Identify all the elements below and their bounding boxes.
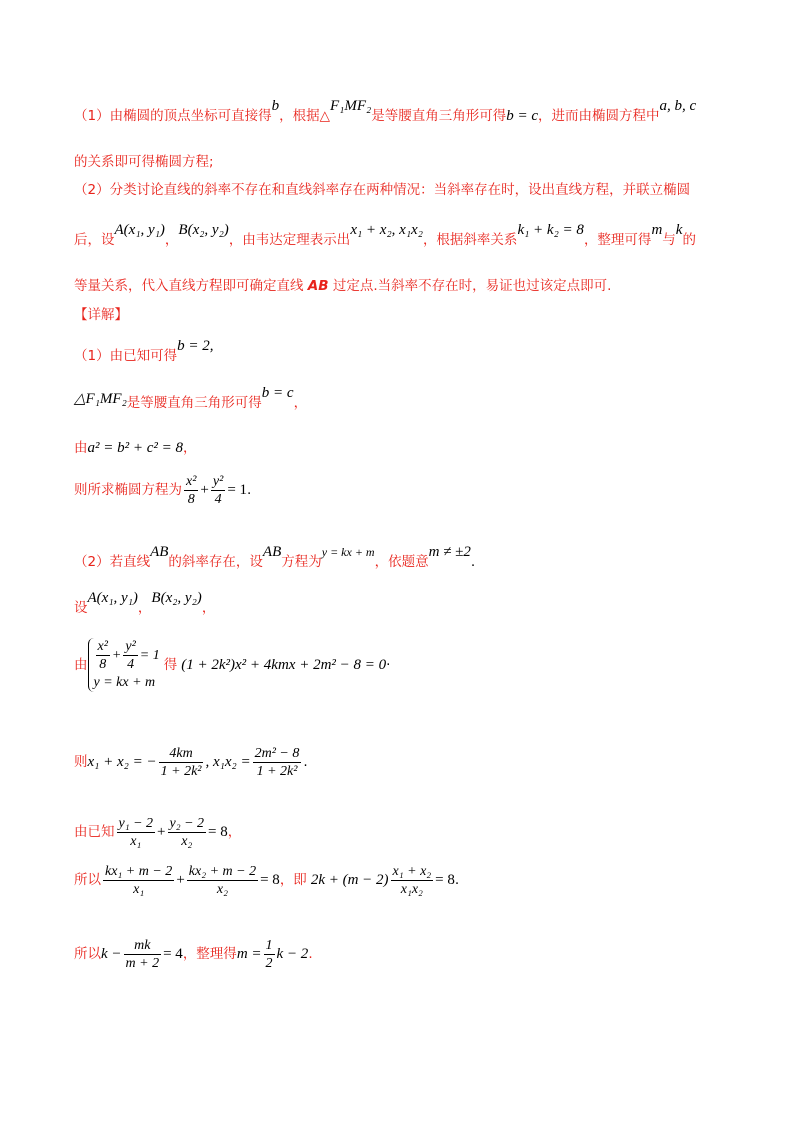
math-triangle: △F₁MF₂ xyxy=(74,391,127,407)
detail-text: ， xyxy=(293,395,308,411)
fraction xyxy=(264,937,275,972)
math-expression: 2k + (m − 2) xyxy=(310,872,389,888)
denominator: 4 xyxy=(127,657,135,673)
detail-text: 则所求椭圆方程为 xyxy=(74,482,182,498)
detail-step-7 xyxy=(74,638,390,692)
math-line-eq: y = kx + m xyxy=(321,545,375,559)
denominator: x₁ xyxy=(130,833,142,849)
numerator: y₂ − 2 xyxy=(169,815,205,831)
fraction xyxy=(184,473,198,508)
math-b-eq-c: b = c xyxy=(261,385,294,401)
detail-text: ，整理得 xyxy=(182,946,237,962)
detail-step-6 xyxy=(74,590,216,618)
math-m: m xyxy=(651,222,663,238)
numerator: y² xyxy=(125,639,136,655)
detail-step-3 xyxy=(74,438,197,458)
analysis-text: ，根据斜率关系 xyxy=(422,232,518,248)
detail-step-9 xyxy=(74,810,241,854)
detail-text: 的斜率存在，设 xyxy=(168,554,263,570)
fraction xyxy=(96,638,110,673)
math-product: , x₁x₂ = xyxy=(205,754,251,770)
numerator: 2m² − 8 xyxy=(254,745,300,761)
numerator: 4km xyxy=(159,745,204,763)
fraction xyxy=(168,815,207,850)
fraction xyxy=(123,638,137,673)
analysis-text: 的 xyxy=(682,232,696,248)
detail-text: 所以 xyxy=(74,872,101,888)
detail-text: 则 xyxy=(74,754,88,770)
equals: = 4 xyxy=(163,946,183,962)
detail-step-4 xyxy=(74,470,251,510)
detail-heading xyxy=(74,305,128,325)
detail-text: 设 xyxy=(74,600,88,616)
analysis-line-3 xyxy=(74,180,690,200)
detail-text: 由已知 xyxy=(74,824,115,840)
math-m-eq: m = xyxy=(236,946,262,962)
analysis-text: 后，设 xyxy=(74,232,115,248)
detail-text: 所以 xyxy=(74,946,101,962)
fraction xyxy=(253,745,302,780)
math-slope-sum: k₁ + k₂ = 8 xyxy=(517,222,584,238)
detail-step-2 xyxy=(74,385,308,413)
denominator: x₂ xyxy=(181,833,193,849)
math-point-b: B(x₂, y₂) xyxy=(151,590,202,606)
denominator: x₂ xyxy=(216,881,228,897)
heading-text: 【详解】 xyxy=(74,307,128,323)
numerator: mk xyxy=(124,937,162,955)
detail-step-10 xyxy=(74,858,459,902)
analysis-text: 是等腰直角三角形可得 xyxy=(371,108,507,124)
numerator: kx₁ + m − 2 xyxy=(105,863,173,879)
analysis-line-1 xyxy=(74,98,697,126)
detail-text: . xyxy=(303,754,308,770)
math-point-b: B(x₂, y₂) xyxy=(178,222,229,238)
system-row-1 xyxy=(94,638,160,674)
detail-step-1 xyxy=(74,338,214,366)
numerator: x² xyxy=(97,639,108,655)
fraction xyxy=(103,863,174,898)
analysis-text: ， xyxy=(164,232,179,248)
analysis-text: ，根据△ xyxy=(279,108,330,124)
math-sum: x₁ + x₂ = − xyxy=(87,754,157,770)
analysis-line-2 xyxy=(74,152,214,172)
detail-text: ， xyxy=(137,600,152,616)
fraction xyxy=(159,745,204,780)
analysis-text: ，整理可得 xyxy=(583,232,652,248)
math-quadratic: (1 + 2k²)x² + 4kmx + 2m² − 8 = 0 xyxy=(181,657,387,673)
analysis-text: 与 xyxy=(662,232,676,248)
detail-text: ，依题意 xyxy=(374,554,429,570)
detail-text: ， xyxy=(201,600,216,616)
math-b: b xyxy=(271,98,280,114)
plus-sign: + xyxy=(200,482,209,498)
analysis-text: ，由韦达定理表示出 xyxy=(228,232,351,248)
detail-text: ， xyxy=(227,824,242,840)
plus-sign: + xyxy=(157,824,166,840)
detail-step-5 xyxy=(74,544,476,572)
denominator: 1 + 2k² xyxy=(160,763,202,779)
math-a-squared: a² = b² + c² = 8 xyxy=(87,440,184,456)
detail-text: （2）若直线 xyxy=(74,554,151,570)
line-ab: AB xyxy=(262,544,282,560)
analysis-text: 的关系即可得椭圆方程; xyxy=(74,154,214,170)
denominator: 1 + 2k² xyxy=(256,763,298,779)
math-k: k xyxy=(675,222,683,238)
math-abc: a, b, c xyxy=(659,98,697,114)
denominator: 8 xyxy=(187,491,195,507)
math-k-minus: k − xyxy=(101,946,122,962)
line-ab: AB xyxy=(307,278,329,294)
denominator: 2 xyxy=(265,955,273,971)
fraction xyxy=(117,815,156,850)
plus-sign: + xyxy=(111,648,122,663)
denominator: x₁x₂ xyxy=(400,881,423,897)
denominator: m + 2 xyxy=(125,955,160,971)
detail-text: . xyxy=(470,554,476,570)
math-b-eq-2: b = 2, xyxy=(177,338,214,354)
detail-text: 方程为 xyxy=(281,554,322,570)
fraction xyxy=(211,473,225,508)
fraction xyxy=(124,937,162,972)
detail-text: 由 xyxy=(74,657,88,673)
equals: = 1 xyxy=(227,482,248,498)
numerator: 1 xyxy=(265,937,273,953)
detail-text: （1）由已知可得 xyxy=(74,348,178,364)
math-point-a: A(x₁, y₁) xyxy=(87,590,138,606)
detail-step-11 xyxy=(74,932,313,976)
analysis-text: （2）分类讨论直线的斜率不存在和直线斜率存在两种情况：当斜率存在时，设出直线方程，并联立椭圆 xyxy=(74,182,691,198)
detail-text: ， xyxy=(183,440,197,456)
numerator: x₁ + x₂ xyxy=(392,863,432,879)
numerator: kx₂ + m − 2 xyxy=(188,863,257,879)
fraction xyxy=(187,863,258,898)
analysis-line-4 xyxy=(74,222,696,250)
line-ab: AB xyxy=(150,544,169,560)
math-expression: k − 2 xyxy=(276,946,309,962)
plus-sign: + xyxy=(176,872,185,888)
detail-text: . xyxy=(454,872,460,888)
analysis-text: 等量关系，代入直线方程即可确定直线 xyxy=(74,278,308,294)
denominator: 8 xyxy=(99,657,107,673)
numerator: y² xyxy=(212,473,224,489)
numerator: x² xyxy=(186,473,197,489)
detail-text: 由 xyxy=(74,440,88,456)
analysis-text: ，进而由椭圆方程中 xyxy=(538,108,660,124)
detail-text: 是等腰直角三角形可得 xyxy=(126,395,262,411)
numerator: y₁ − 2 xyxy=(118,815,154,831)
math-point-a: A(x₁, y₁) xyxy=(114,222,165,238)
detail-text: ，即 xyxy=(279,872,307,888)
math-triangle: F₁MF₂ xyxy=(329,98,372,114)
equals: = 8 xyxy=(260,872,280,888)
math-condition: m ≠ ±2 xyxy=(428,544,471,560)
detail-text: . xyxy=(247,482,252,498)
equals: = 8 xyxy=(435,872,455,888)
analysis-text: 过定点.当斜率不存在时，易证也过该定点即可. xyxy=(328,278,612,294)
detail-text: 得 xyxy=(163,657,178,673)
equals: = 8 xyxy=(208,824,228,840)
system-row-2: y = kx + m xyxy=(93,675,156,690)
equation-system xyxy=(88,638,160,692)
detail-step-8 xyxy=(74,740,308,784)
detail-text: · xyxy=(386,657,391,673)
math-b-eq-c: b = c xyxy=(506,108,539,124)
denominator: 4 xyxy=(214,491,222,507)
analysis-text: （1）由椭圆的顶点坐标可直接得 xyxy=(74,108,272,124)
denominator: x₁ xyxy=(133,881,145,897)
detail-text: . xyxy=(308,946,313,962)
analysis-line-5 xyxy=(74,276,611,296)
math-vieta: x₁ + x₂, x₁x₂ xyxy=(350,222,423,238)
fraction xyxy=(391,863,434,898)
equals: = 1 xyxy=(139,648,160,663)
